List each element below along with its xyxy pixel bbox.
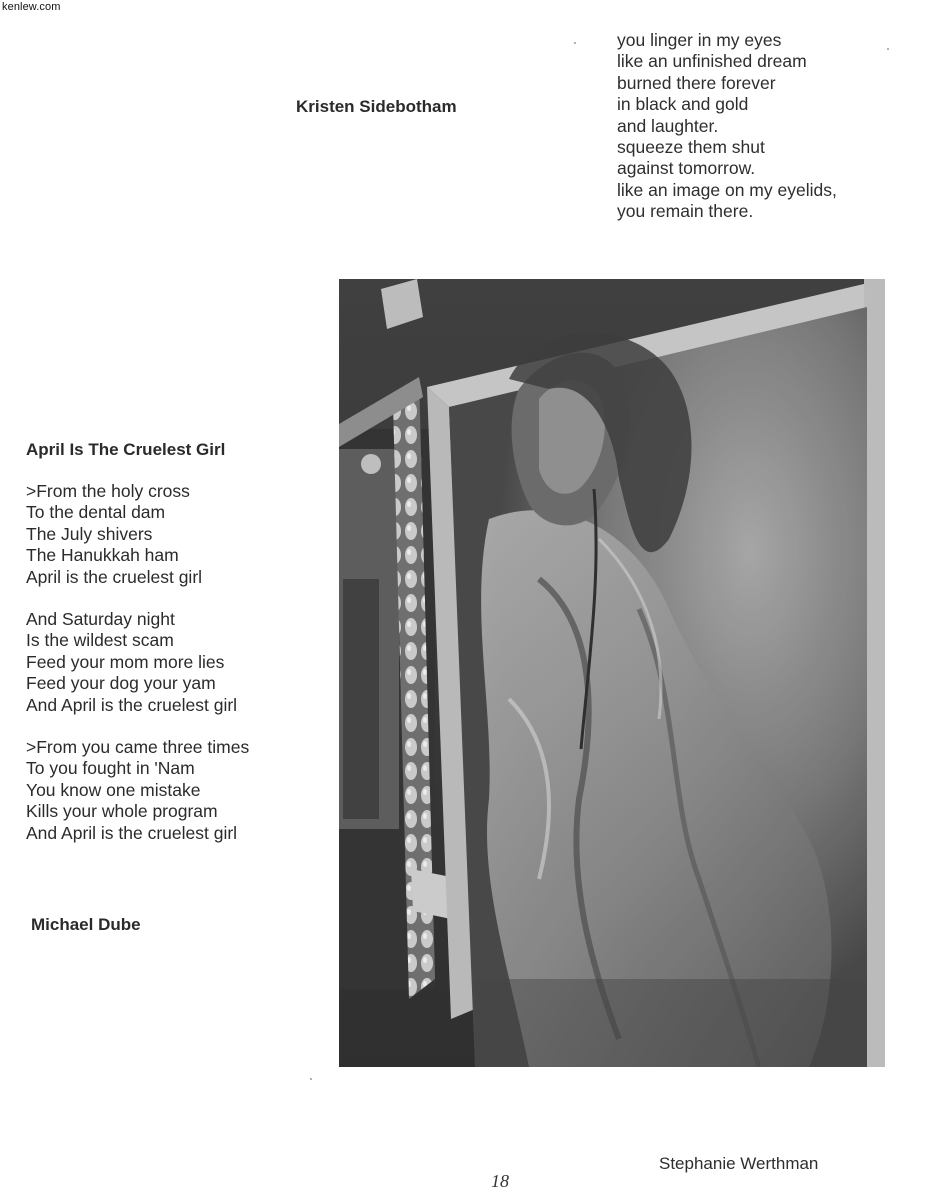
scan-speck	[310, 1078, 312, 1080]
photo-credit: Stephanie Werthman	[659, 1154, 819, 1173]
poem-line: And April is the cruelest girl	[26, 694, 238, 715]
poem-line: And April is the cruelest girl	[26, 822, 238, 843]
poem-line: Feed your mom more lies	[26, 651, 225, 672]
scan-speck	[574, 42, 576, 44]
left-poem	[26, 440, 326, 865]
scan-speck	[887, 48, 889, 50]
watermark: kenlew.com	[2, 1, 61, 13]
poem-line: squeeze them shut	[617, 137, 765, 158]
top-poem	[617, 30, 907, 223]
poem-line: like an unfinished dream	[617, 51, 807, 72]
poem-line: and laughter.	[617, 115, 719, 136]
poem-line: Kills your whole program	[26, 801, 218, 822]
poem-line: To the dental dam	[26, 502, 166, 523]
poem-line: Feed your dog your yam	[26, 673, 216, 694]
left-poem-author: Michael Dube	[31, 915, 141, 934]
poem-line: like an image on my eyelids,	[617, 179, 837, 200]
poem-line: To you fought in 'Nam	[26, 758, 195, 779]
poem-line: You know one mistake	[26, 779, 201, 800]
poem-line: >From the holy cross	[26, 481, 190, 501]
stanza	[26, 737, 326, 844]
poem-line: against tomorrow.	[617, 158, 756, 179]
page-number: 18	[491, 1171, 509, 1191]
stanza	[26, 609, 326, 716]
poem-line: The July shivers	[26, 523, 153, 544]
stanza	[26, 481, 326, 588]
top-poem-author: Kristen Sidebotham	[296, 97, 457, 116]
poem-line: And Saturday night	[26, 609, 175, 630]
framed-painting-photo	[339, 279, 885, 1067]
poem-line: >From you came three times	[26, 737, 250, 758]
poem-title: April Is The Cruelest Girl	[26, 440, 226, 459]
poem-line: The Hanukkah ham	[26, 545, 179, 566]
poem-line: burned there forever	[617, 72, 776, 93]
poem-line: Is the wildest scam	[26, 630, 174, 651]
poem-line: April is the cruelest girl	[26, 566, 203, 587]
poem-line: you linger in my eyes	[617, 30, 782, 50]
poem-line: in black and gold	[617, 94, 749, 115]
poem-line: you remain there.	[617, 201, 754, 222]
